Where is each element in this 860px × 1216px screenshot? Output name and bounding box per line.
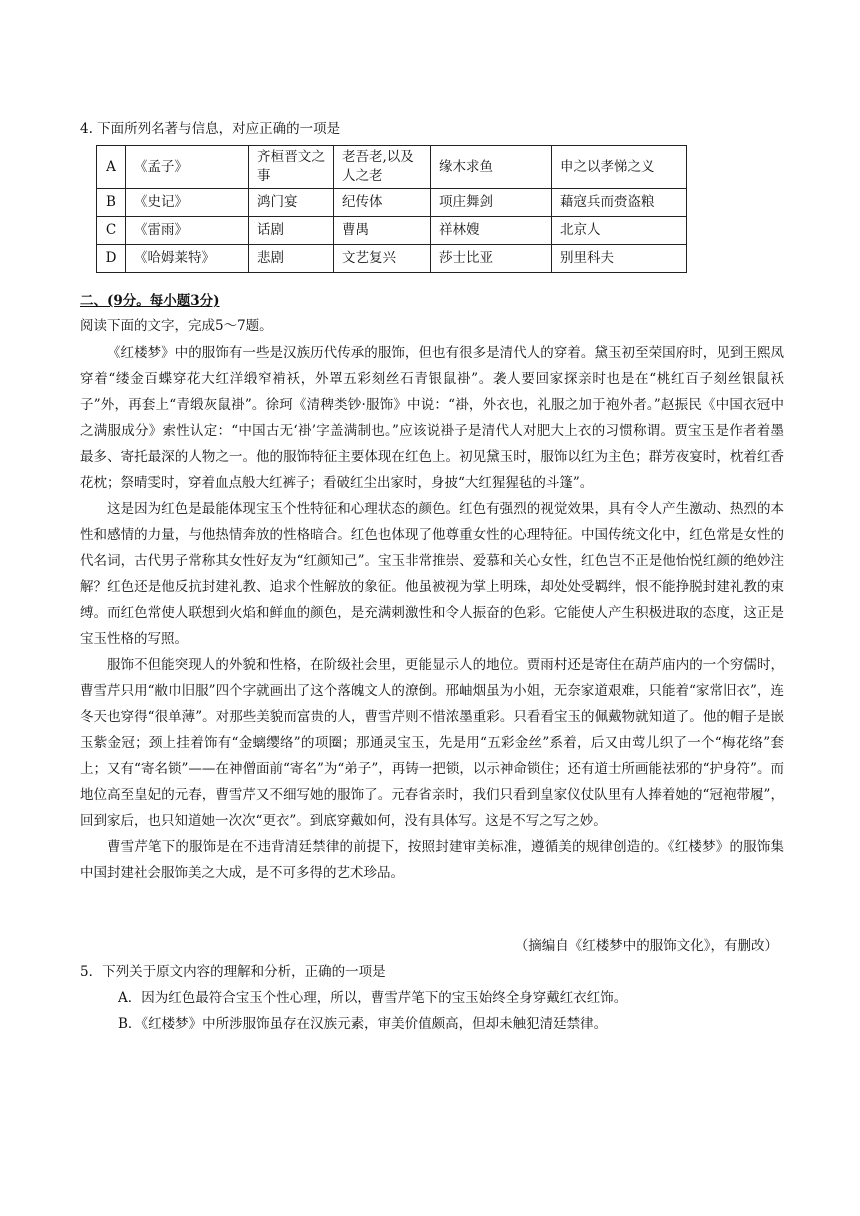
table-cell: 《哈姆莱特》 <box>126 245 249 273</box>
passage-paragraph: 服饰不但能突现人的外貌和性格，在阶级社会里，更能显示人的地位。贾雨村还是寄住在葫芦庙内的一个穷儒时，曹雪芹只用“敝巾旧服”四个字就画出了这个落魄文人的潦倒。邢岫烟虽为小姐，无奈家道艰难，只能着“家常旧衣”，连冬天也穿得“很单薄”。对那些美貌而富贵的人，曹雪芹则不惜浓墨重彩。只看看宝玉的佩戴物就知道了。他的帽子是嵌玉紫金冠；颈上挂着饰有“金螭缨络”的项圈；那通灵宝玉，先是用“五彩金丝”系着，后又由莺儿织了一个“梅花络”套上；又有“寄名锁”——在神僧面前“寄名”为“弟子”，再铸一把锁，以示神命锁住；还有道士所画能祛邪的“护身符”。而地位高至皇妃的元春，曹雪芹又不细写她的服饰了。元春省亲时，我们只看到皇家仪仗队里有人捧着她的“冠袍带履”，回到家后，也只知道她一次次“更衣”。到底穿戴如何，没有具体写。这是不写之写之妙。 <box>80 657 784 829</box>
table-row <box>97 146 687 189</box>
table-cell: 鸿门宴 <box>249 189 334 217</box>
option-letter: A <box>97 146 126 189</box>
option-letter: D <box>97 245 126 273</box>
table-cell: 曹禺 <box>334 217 431 245</box>
table-cell: 齐桓晋文之事 <box>249 146 334 189</box>
section-heading: 二、(9分。每小题3分) <box>80 293 220 309</box>
passage-paragraph: 曹雪芹笔下的服饰是在不违背清廷禁律的前提下，按照封建审美标准，遵循美的规律创造的。《红楼梦》的服饰集中国封建社会服饰美之大成，是不可多得的艺术珍品。 <box>80 839 784 881</box>
section-instructions: 阅读下面的文字，完成5～7题。 <box>80 318 273 334</box>
table-cell: 话剧 <box>249 217 334 245</box>
passage-paragraph: 《红楼梦》中的服饰有一些是汉族历代传承的服饰，但也有很多是清代人的穿着。黛玉初至荣国府时，见到王熙凤穿着“缕金百蝶穿花大红洋缎窄褃袄，外罩五彩刻丝石青银鼠褂”。袭人要回家探亲时也是在“桃红百子刻丝银鼠袄子”外，再套上“青缎灰鼠褂”。徐珂《清稗类钞·服饰》中说：“褂，外衣也，礼服之加于袍外者。”赵振民《中国衣冠中之满服成分》索性认定：“中国古无‘褂’字盖满制也。”应该说褂子是清代人对肥大上衣的习惯称谓。贾宝玉是作者着墨最多、寄托最深的人物之一。他的服饰特征主要体现在红色上。初见黛玉时，服饰以红为主色；群芳夜宴时，枕着红香花枕；祭晴雯时，穿着血点般大红裤子；看破红尘出家时，身披“大红猩猩毡的斗篷”。 <box>80 345 784 491</box>
table-row <box>97 245 687 273</box>
table-cell: 藉寇兵而赍盗粮 <box>552 189 687 217</box>
table-cell: 祥林嫂 <box>431 217 552 245</box>
question-4-options-table <box>96 145 687 273</box>
option-letter: C <box>97 217 126 245</box>
table-cell: 别里科夫 <box>552 245 687 273</box>
table-cell: 申之以孝悌之义 <box>552 146 687 189</box>
table-cell: 莎士比亚 <box>431 245 552 273</box>
passage-source: （摘编自《红楼梦中的服饰文化》，有删改） <box>514 938 778 954</box>
table-row <box>97 189 687 217</box>
table-cell: 缘木求鱼 <box>431 146 552 189</box>
table-cell: 悲剧 <box>249 245 334 273</box>
question-5-option-a: A．因为红色最符合宝玉个性心理，所以，曹雪芹笔下的宝玉始终全身穿戴红衣红饰。 <box>118 990 628 1006</box>
passage-paragraph: 这是因为红色是最能体现宝玉个性特征和心理状态的颜色。红色有强烈的视觉效果，具有令人产生激动、热烈的本性和感情的力量，与他热情奔放的性格暗合。红色也体现了他尊重女性的心理特征。中国传统文化中，红色常是女性的代名词，古代男子常称其女性好友为“红颜知己”。宝玉非常推崇、爱慕和关心女性，红色岂不正是他怡悦红颜的绝妙注解？红色还是他反抗封建礼教、追求个性解放的象征。他虽被视为掌上明珠，却处处受羁绊，恨不能挣脱封建礼教的束缚。而红色常使人联想到火焰和鲜血的颜色，是充满刺激性和令人振奋的色彩。它能使人产生积极进取的态度，这正是宝玉性格的写照。 <box>80 501 784 647</box>
question-5-stem: 5．下列关于原文内容的理解和分析，正确的一项是 <box>80 964 386 980</box>
table-cell: 纪传体 <box>334 189 431 217</box>
option-letter: B <box>97 189 126 217</box>
table-cell: 《雷雨》 <box>126 217 249 245</box>
question-5-option-b: B．《红楼梦》中所涉服饰虽存在汉族元素，审美价值颇高，但却未触犯清廷禁律。 <box>118 1016 608 1032</box>
table-cell: 《史记》 <box>126 189 249 217</box>
table-cell: 老吾老,以及人之老 <box>334 146 431 189</box>
table-row <box>97 217 687 245</box>
reading-passage <box>80 340 784 886</box>
table-cell: 北京人 <box>552 217 687 245</box>
table-cell: 项庄舞剑 <box>431 189 552 217</box>
question-4-stem: 4. 下面所列名著与信息，对应正确的一项是 <box>80 121 341 137</box>
table-cell: 《孟子》 <box>126 146 249 189</box>
table-cell: 文艺复兴 <box>334 245 431 273</box>
